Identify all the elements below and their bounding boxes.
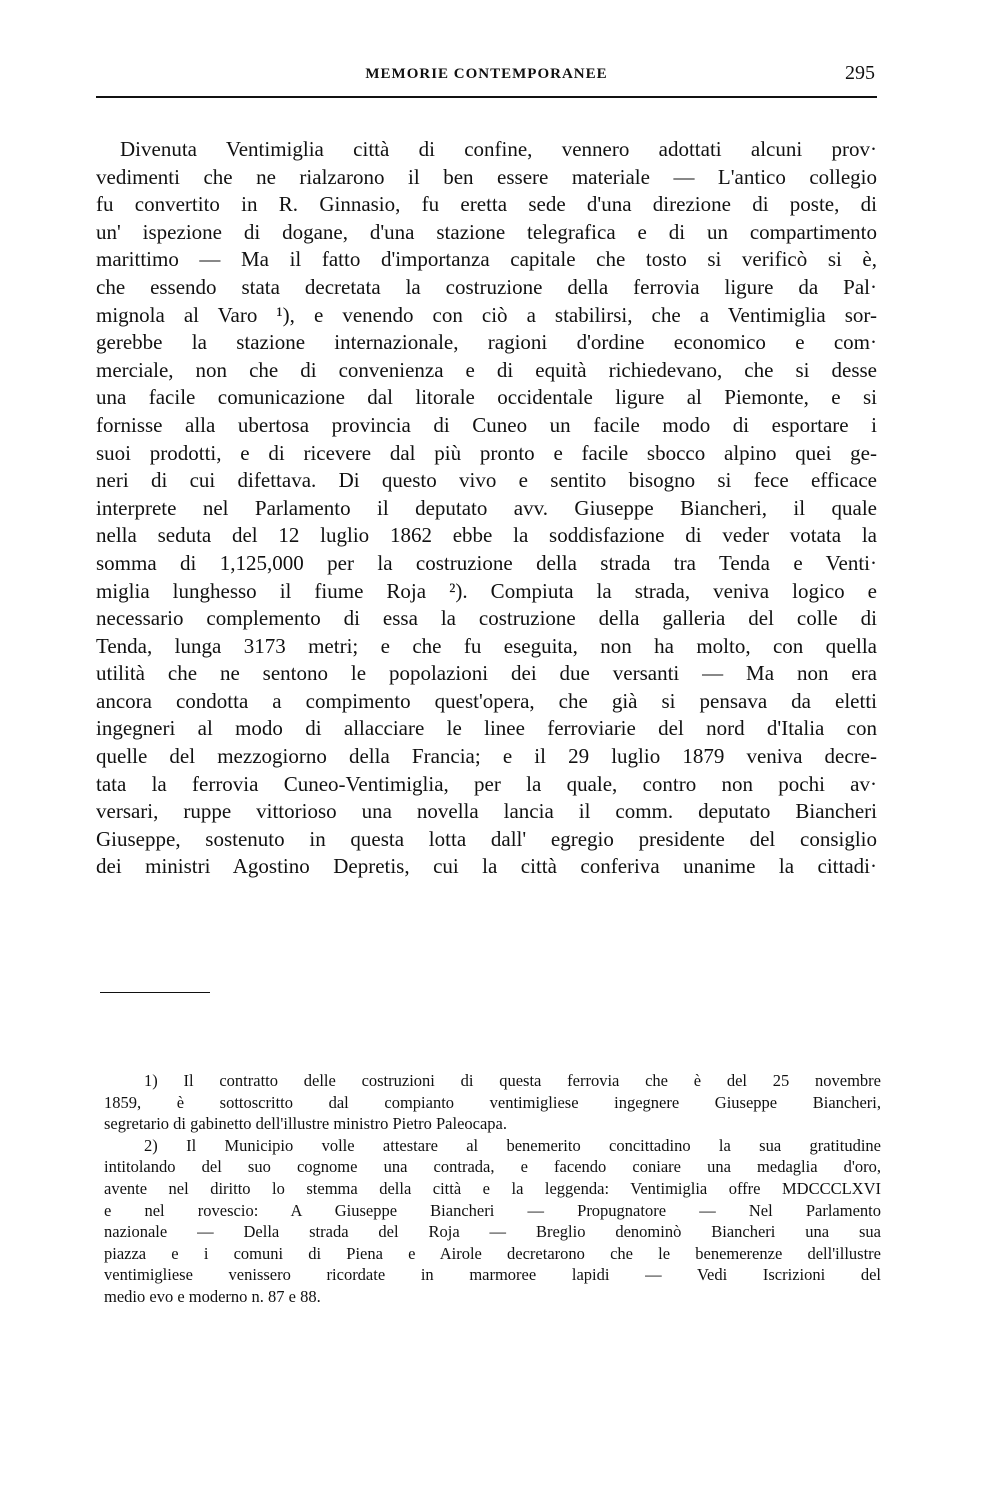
page xyxy=(96,60,877,881)
text-line: miglia lunghesso il fiume Roja ²). Compiuta la strada, veniva logico e xyxy=(96,578,877,603)
text-line: Giuseppe, sostenuto in questa lotta dall' egregio presidente del consiglio xyxy=(96,826,877,851)
text-line: fornisse alla ubertosa provincia di Cuneo un facile modo di esportare i xyxy=(96,412,877,437)
text-line: somma di 1,125,000 per la costruzione della strada tra Tenda e Venti· xyxy=(96,550,877,575)
footnote-line: e nel rovescio: A Giuseppe Biancheri — Propugnatore — Nel Parlamento xyxy=(104,1200,881,1220)
footnote-line: piazza e i comuni di Piena e Airole decretarono che le benemerenze dell'illustre xyxy=(104,1243,881,1263)
footnote-line: ventimigliese venissero ricordate in marmoree lapidi — Vedi Iscrizioni del xyxy=(104,1265,881,1285)
footnote-line: segretario di gabinetto dell'illustre ministro Pietro Paleocapa. xyxy=(104,1114,507,1134)
text-line: tata la ferrovia Cuneo-Ventimiglia, per la quale, contro non pochi av· xyxy=(96,771,877,796)
text-line: interprete nel Parlamento il deputato avv. Giuseppe Biancheri, il quale xyxy=(96,495,877,520)
text-line: Tenda, lunga 3173 metri; e che fu eseguita, non ha molto, con quella xyxy=(96,633,877,658)
text-line: versari, ruppe vittorioso una novella lancia il comm. deputato Biancheri xyxy=(96,799,877,824)
footnote-line: 1) Il contratto delle costruzioni di questa ferrovia che è del 25 novembre xyxy=(144,1071,881,1090)
footnote-line: nazionale — Della strada del Roja — Breglio denominò Biancheri una sua xyxy=(104,1222,881,1242)
text-line: una facile comunicazione dal litorale occidentale ligure al Piemonte, e si xyxy=(96,385,877,410)
text-line: mignola al Varo ¹), e venendo con ciò a stabilirsi, che a Ventimiglia sor- xyxy=(96,302,877,327)
text-line: utilità che ne sentono le popolazioni dei due versanti — Ma non era xyxy=(96,661,877,686)
text-line: merciale, non che di convenienza e di equità richiedevano, che si desse xyxy=(96,357,877,382)
text-line: quelle del mezzogiorno della Francia; e il 29 luglio 1879 veniva decre- xyxy=(96,744,877,769)
body-text xyxy=(96,136,877,881)
running-header xyxy=(96,60,877,98)
text-line: gerebbe la stazione internazionale, ragioni d'ordine economico e com· xyxy=(96,330,877,355)
footnote-line: medio evo e moderno n. 87 e 88. xyxy=(104,1286,321,1306)
text-line: neri di cui difettava. Di questo vivo e sentito bisogno si fece efficace xyxy=(96,468,877,493)
footnotes xyxy=(104,1070,881,1308)
text-line: marittimo — Ma il fatto d'importanza capitale che tosto si verificò si è, xyxy=(96,247,877,272)
text-line: fu convertito in R. Ginnasio, fu eretta sede d'una direzione di poste, di xyxy=(96,192,877,217)
footnote-line: intitolando del suo cognome una contrada, e facendo coniare una medaglia d'oro, xyxy=(104,1157,881,1177)
text-line: vedimenti che ne rialzarono il ben essere materiale — L'antico collegio xyxy=(96,164,877,189)
footnote-line: 2) Il Municipio volle attestare al benemerito concittadino la sua gratitudine xyxy=(144,1135,881,1155)
text-line: necessario complemento di essa la costruzione della galleria del colle di xyxy=(96,606,877,631)
text-line: nella seduta del 12 luglio 1862 ebbe la soddisfazione di veder votata la xyxy=(96,523,877,548)
text-line: dei ministri Agostino Depretis, cui la città conferiva unanime la cittadi· xyxy=(96,854,877,879)
text-line: ancora condotta a compimento quest'opera, che già si pensava da eletti xyxy=(96,688,877,713)
running-title: MEMORIE CONTEMPORANEE xyxy=(365,66,608,82)
page-number: 295 xyxy=(845,62,875,84)
footnote-separator xyxy=(100,992,210,993)
text-line: ingegneri al modo di allacciare le linee ferroviarie del nord d'Italia con xyxy=(96,716,877,741)
text-line: che essendo stata decretata la costruzione della ferrovia ligure da Pal· xyxy=(96,274,877,299)
footnote-line: avente nel diritto lo stemma della città e la leggenda: Ventimiglia offre MDCCCLXVI xyxy=(104,1178,881,1198)
footnote-line: 1859, è sottoscritto dal compianto ventimigliese ingegnere Giuseppe Biancheri, xyxy=(104,1092,881,1112)
text-line: un' ispezione di dogane, d'una stazione telegrafica e di un compartimento xyxy=(96,219,877,244)
text-line: suoi prodotti, e di ricevere dal più pronto e facile sbocco alpino quei ge- xyxy=(96,440,877,465)
text-line: Divenuta Ventimiglia città di confine, vennero adottati alcuni prov· xyxy=(120,137,877,161)
